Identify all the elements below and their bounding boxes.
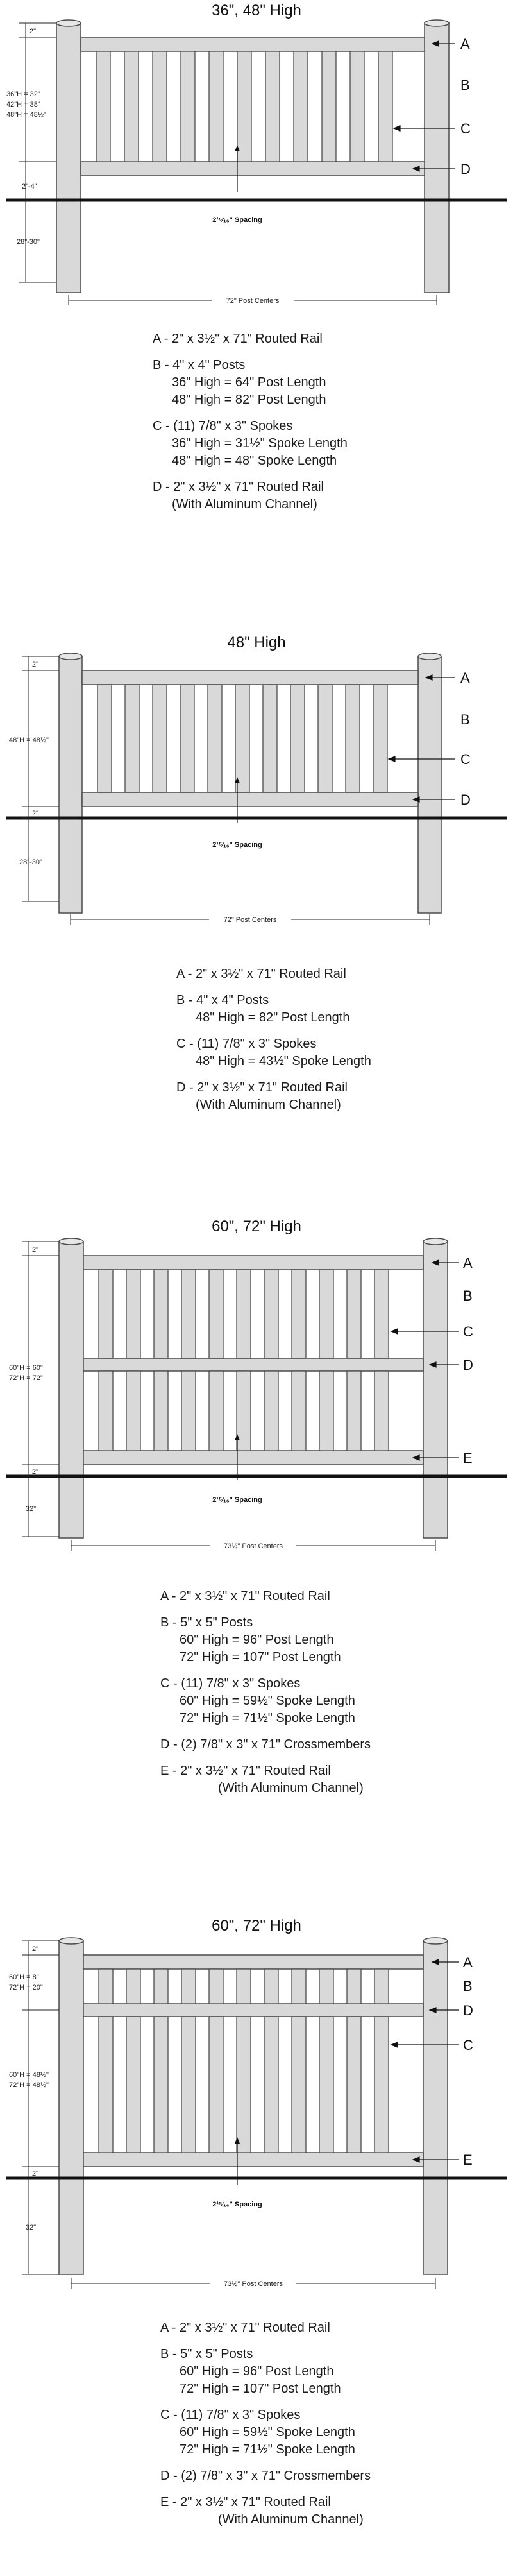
spoke: [237, 1969, 251, 2004]
spoke: [209, 1371, 223, 1451]
height-dim-line-1: 36"H = 32": [6, 90, 40, 98]
top-dim-label: 2": [32, 1945, 39, 1953]
callout-e: E: [463, 1450, 473, 1466]
fence-panel-4: [0, 1915, 513, 2576]
ground-dim-label: 32": [26, 1505, 37, 1513]
left-post-cap: [59, 653, 82, 660]
top-rail: [82, 670, 418, 685]
bottom-rail: [82, 792, 418, 806]
callout-d: D: [460, 161, 471, 177]
spoke: [290, 685, 305, 792]
top-rail: [81, 37, 425, 51]
spoke: [154, 1371, 168, 1451]
callout-a: A: [463, 1954, 473, 1970]
fence-diagram-2: [0, 632, 513, 940]
fence-diagram-4: [0, 1915, 513, 2300]
legend-item-d: D - 2" x 3½" x 71" Routed Rail (With Aluminum Channel): [153, 480, 324, 511]
fence-panel-3: [0, 1216, 513, 1857]
height-dim-line-2: 72"H = 72": [9, 1374, 43, 1382]
callout-c: C: [460, 121, 471, 137]
ground-dim-label: 28"-30": [19, 858, 42, 866]
spoke: [154, 2017, 168, 2153]
spoke: [237, 1270, 251, 1358]
spoke: [346, 685, 360, 792]
legend-item-b: B - 4" x 4" Posts 36" High = 64" Post Length 48" High = 82" Post Length: [153, 358, 326, 407]
callout-d: D: [460, 792, 471, 808]
spokes-upper: [99, 1969, 389, 2004]
spoke: [373, 685, 387, 792]
parts-legend-2: [176, 966, 371, 1123]
spacing-label: 2¹⁵⁄₁₆" Spacing: [212, 216, 262, 224]
diagram-title: 48" High: [227, 634, 286, 651]
spoke: [181, 2017, 196, 2153]
spoke: [124, 51, 139, 162]
legend-item-c: C - (11) 7/8" x 3" Spokes 60" High = 59½" Spoke Length 72" High = 71½" Spoke Length: [160, 1676, 355, 1725]
spoke: [374, 1270, 389, 1358]
left-post-cap: [59, 1238, 83, 1245]
spoke: [322, 51, 336, 162]
parts-legend-1: [153, 330, 348, 522]
spoke: [264, 1270, 278, 1358]
spacing-label: 2¹⁵⁄₁₆" Spacing: [212, 841, 262, 849]
bottom-dim-label: 2": [32, 2170, 39, 2178]
legend-item-e: E - 2" x 3½" x 71" Routed Rail (With Aluminum Channel): [160, 1764, 364, 1795]
callout-b: B: [460, 77, 470, 93]
spoke: [347, 2017, 361, 2153]
diagram-title: 36", 48" High: [212, 2, 301, 19]
spoke: [292, 1270, 306, 1358]
spoke: [374, 1969, 389, 2004]
spoke: [265, 51, 280, 162]
height-dim-line-1: 48"H = 48½": [9, 737, 49, 744]
bottom-rail: [83, 2153, 423, 2167]
right-post-cap: [425, 20, 449, 26]
spokes: [96, 51, 392, 162]
spoke: [97, 685, 112, 792]
spoke: [209, 1270, 223, 1358]
spoke: [181, 51, 195, 162]
top-dim-label: 2": [29, 28, 37, 35]
callout-c: C: [460, 751, 471, 767]
right-post: [418, 656, 441, 913]
post-centers-label: 73½" Post Centers: [224, 2280, 283, 2288]
left-post-cap: [56, 20, 81, 26]
spoke: [235, 685, 249, 792]
spoke: [180, 685, 194, 792]
spoke: [209, 2017, 223, 2153]
left-post: [59, 656, 82, 913]
legend-item-d: D - 2" x 3½" x 71" Routed Rail (With Aluminum Channel): [176, 1080, 348, 1112]
legend-item-a: A - 2" x 3½" x 71" Routed Rail: [160, 1589, 330, 1603]
spoke: [264, 2017, 278, 2153]
top-dim-label: 2": [32, 661, 39, 669]
bottom-dim-label: 2": [32, 1468, 39, 1476]
spoke: [292, 1371, 306, 1451]
height-dim-line-1: 60"H = 60": [9, 1364, 43, 1372]
spoke: [126, 1371, 140, 1451]
legend-item-c: C - (11) 7/8" x 3" Spokes 48" High = 43½" Spoke Length: [176, 1037, 371, 1068]
right-post: [425, 23, 449, 293]
spoke: [347, 1270, 361, 1358]
diagram-title: 60", 72" High: [212, 1917, 301, 1934]
callout-b: B: [460, 712, 470, 728]
ground-dim-label: 32": [26, 2224, 37, 2231]
spoke: [347, 1969, 361, 2004]
fence-panel-1: [0, 0, 513, 565]
spoke: [350, 51, 364, 162]
callout-c: C: [463, 1324, 473, 1340]
legend-item-b: B - 5" x 5" Posts 60" High = 96" Post Length 72" High = 107" Post Length: [160, 1616, 341, 1664]
post-centers-label: 72" Post Centers: [226, 297, 280, 305]
callout-b: B: [463, 1288, 473, 1304]
right-post-cap: [418, 653, 441, 660]
spoke: [319, 1969, 333, 2004]
spoke: [237, 51, 251, 162]
spoke: [208, 685, 222, 792]
height-dim-line-3: 48"H = 48½": [6, 111, 46, 119]
height-dim-line-2: 42"H = 38": [6, 101, 40, 108]
spoke: [126, 1969, 140, 2004]
parts-legend-3: [160, 1588, 371, 1806]
fence-diagram-3: [0, 1216, 513, 1601]
spoke: [99, 2017, 113, 2153]
spokes-lower: [99, 2017, 389, 2153]
spoke: [263, 685, 277, 792]
upper-dim-line-1: 60"H = 8": [9, 1974, 39, 1981]
spoke: [96, 51, 110, 162]
spoke: [264, 1371, 278, 1451]
spoke: [292, 1969, 306, 2004]
spoke: [181, 1270, 196, 1358]
left-post-cap: [59, 1938, 83, 1944]
spoke: [318, 685, 332, 792]
legend-item-b: B - 5" x 5" Posts 60" High = 96" Post Length 72" High = 107" Post Length: [160, 2347, 341, 2396]
spoke: [99, 1371, 113, 1451]
spoke: [181, 1969, 196, 2004]
callout-b: B: [463, 1978, 473, 1994]
spacing-label: 2¹⁵⁄₁₆" Spacing: [212, 1496, 262, 1504]
ground-dim-label: 28"-30": [17, 238, 40, 246]
post-centers-label: 73½" Post Centers: [224, 1542, 283, 1550]
legend-item-d: D - (2) 7/8" x 3" x 71" Crossmembers: [160, 2469, 371, 2483]
right-post-cap: [423, 1238, 448, 1245]
post-centers-label: 72" Post Centers: [223, 916, 277, 924]
bottom-dim-label: 2": [32, 810, 39, 817]
spoke: [264, 1969, 278, 2004]
spoke: [319, 1371, 333, 1451]
callout-a: A: [460, 670, 470, 686]
fence-diagram-1: [0, 0, 513, 321]
crossmember: [83, 1358, 423, 1371]
spoke: [292, 2017, 306, 2153]
spoke: [319, 2017, 333, 2153]
spoke: [126, 2017, 140, 2153]
legend-item-a: A - 2" x 3½" x 71" Routed Rail: [153, 332, 323, 346]
legend-item-c: C - (11) 7/8" x 3" Spokes 60" High = 59½" Spoke Length 72" High = 71½" Spoke Length: [160, 2408, 355, 2457]
parts-legend-4: [160, 2319, 371, 2538]
callout-a: A: [463, 1255, 473, 1271]
spoke: [126, 1270, 140, 1358]
bottom-rail: [83, 1451, 423, 1465]
spoke: [209, 51, 223, 162]
spoke: [99, 1969, 113, 2004]
right-post-cap: [423, 1938, 448, 1944]
callout-e: E: [463, 2152, 473, 2168]
top-dim-label: 2": [32, 1246, 39, 1254]
spoke: [125, 685, 139, 792]
spoke: [181, 1371, 196, 1451]
spokes-lower: [99, 1371, 389, 1451]
spoke: [319, 1270, 333, 1358]
spoke: [153, 685, 167, 792]
right-post: [423, 1241, 448, 1538]
left-post: [59, 1241, 83, 1538]
callout-c: C: [463, 2037, 473, 2053]
left-post: [56, 23, 81, 293]
height-dimension: [22, 1241, 59, 1537]
spoke: [374, 2017, 389, 2153]
left-post: [59, 1941, 83, 2274]
diagram-title: 60", 72" High: [212, 1218, 301, 1235]
spoke: [374, 1371, 389, 1451]
upper-dim-line-2: 72"H = 20": [9, 1984, 43, 1992]
spoke: [153, 51, 167, 162]
legend-item-d: D - (2) 7/8" x 3" x 71" Crossmembers: [160, 1737, 371, 1752]
spoke: [99, 1270, 113, 1358]
spoke: [237, 2017, 251, 2153]
spoke: [378, 51, 392, 162]
bottom-dim-label: 2"-4": [22, 183, 37, 191]
right-post: [423, 1941, 448, 2274]
spoke: [209, 1969, 223, 2004]
height-dim-line-1: 60"H = 48½": [9, 2071, 49, 2079]
spokes: [97, 685, 387, 792]
top-rail: [83, 1256, 423, 1270]
callout-d: D: [463, 1357, 473, 1373]
fence-panel-2: [0, 632, 513, 1197]
legend-item-c: C - (11) 7/8" x 3" Spokes 36" High = 31½" Spoke Length 48" High = 48" Spoke Length: [153, 419, 348, 468]
bottom-rail: [81, 162, 425, 176]
spoke: [154, 1969, 168, 2004]
crossmember: [83, 2004, 423, 2017]
top-rail: [83, 1955, 423, 1969]
legend-item-a: A - 2" x 3½" x 71" Routed Rail: [160, 2321, 330, 2335]
legend-item-b: B - 4" x 4" Posts 48" High = 82" Post Length: [176, 993, 350, 1025]
callout-a: A: [460, 36, 470, 52]
legend-item-e: E - 2" x 3½" x 71" Routed Rail (With Aluminum Channel): [160, 2495, 364, 2527]
spacing-label: 2¹⁵⁄₁₆" Spacing: [212, 2201, 262, 2208]
legend-item-a: A - 2" x 3½" x 71" Routed Rail: [176, 967, 346, 981]
spoke: [294, 51, 308, 162]
spoke: [154, 1270, 168, 1358]
spokes-upper: [99, 1270, 389, 1358]
callout-d: D: [463, 2002, 473, 2018]
height-dim-line-2: 72"H = 48½": [9, 2081, 49, 2089]
spoke: [347, 1371, 361, 1451]
